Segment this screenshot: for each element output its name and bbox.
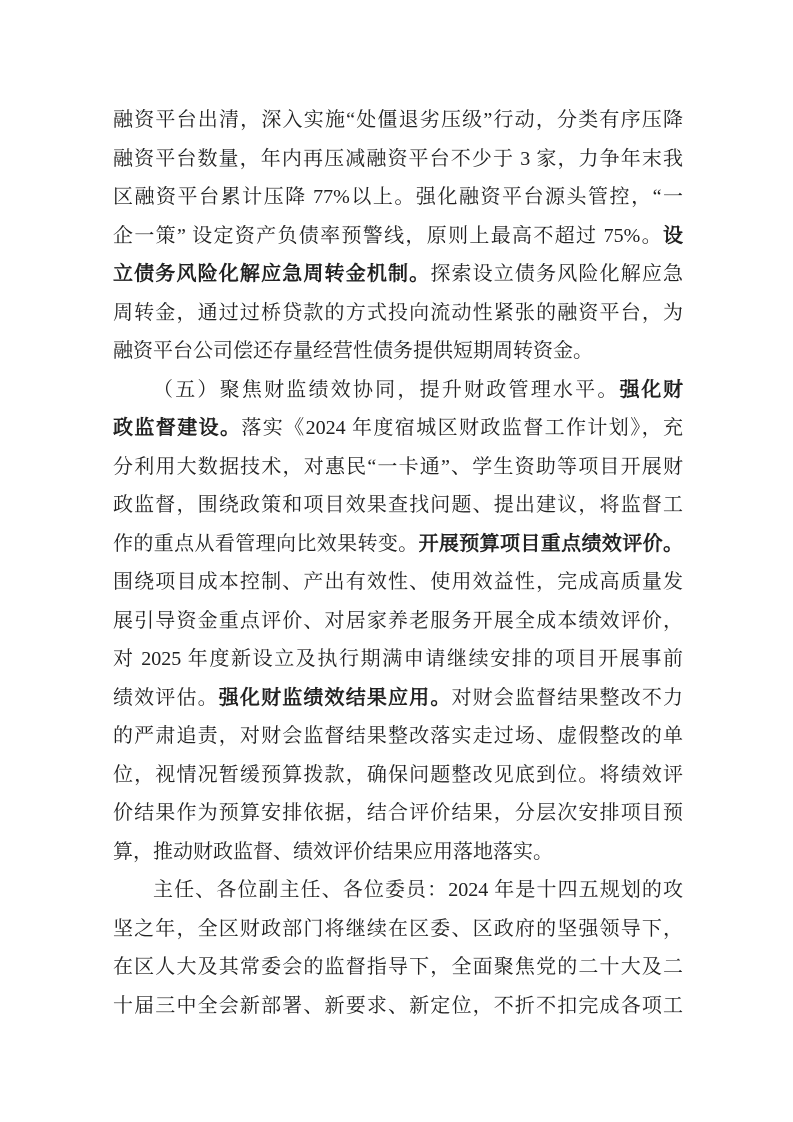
text-run: 价结果作为预算安排依据，结合评价结果，分层次安排项目预 [113,802,683,824]
text-run: 强化财 [619,378,683,401]
text-line [113,371,683,410]
text-run: 融资平台公司偿还存量经营性债务提供短期周转资金。 [113,340,593,362]
text-run: 绩效评估。 [113,686,219,709]
text-run: 区融资平台累计压降 77%以上。强化融资平台源头管控，“一 [113,186,683,208]
text-line [113,178,683,217]
text-run: 设 [663,224,683,247]
text-line [113,948,683,987]
text-run: 算，推动财政监督、绩效评价结果应用落地落实。 [113,840,553,863]
text-run: 位，视情况暂缓预算拨款，确保问题整改见底到位。将绩效评 [113,763,683,786]
text-line [113,486,683,525]
text-run: 融资平台出清，深入实施“处僵退劣压级”行动，分类有序压降 [113,109,683,131]
text-line [113,717,683,756]
text-line [113,756,683,795]
text-run: 在区人大及其常委会的监督指导下，全面聚焦党的二十大及二 [113,956,683,978]
text-run: 政监督建设。 [113,417,242,439]
text-line [113,217,683,256]
text-run: 周转金，通过过桥贷款的方式投向流动性紧张的融资平台，为 [113,301,683,324]
text-run: 开展预算项目重点绩效评价。 [418,532,683,555]
text-line [113,525,683,564]
text-run: 企一策” 设定资产负债率预警线，原则上最高不超过 75%。 [113,224,663,247]
text-line [113,602,683,641]
text-run: 对财会监督结果整改不力 [451,686,683,709]
text-line [113,563,683,602]
text-run: 的严肃追责，对财会监督结果整改落实走过场、虚假整改的单 [113,725,683,747]
text-run: 十届三中全会新部署、新要求、新定位，不折不扣完成各项工 [113,994,683,1017]
text-line [113,332,683,371]
text-run: 强化财监绩效结果应用。 [218,686,452,709]
document-text-block [113,101,683,1025]
text-run: 落实《2024 年度宿城区财政监督工作计划》，充 [241,417,683,439]
text-run: 探索设立债务风险化解应急 [430,263,683,285]
text-run: 围绕项目成本控制、产出有效性、使用效益性，完成高质量发 [113,571,683,593]
text-line [113,640,683,679]
text-line [113,140,683,179]
text-run: 融资平台数量，年内再压减融资平台不少于 3 家，力争年末我 [113,147,683,170]
text-run: 展引导资金重点评价、对居家养老服务开展全成本绩效评价， [113,609,683,632]
text-run: 坚之年，全区财政部门将继续在区委、区政府的坚强领导下， [113,917,683,940]
text-line [113,679,683,718]
text-line [113,409,683,448]
text-run: 立债务风险化解应急周转金机制。 [113,263,431,285]
text-run: 政监督，围绕政策和项目效果查找问题、提出建议，将监督工 [113,494,683,516]
text-line [113,987,683,1026]
text-line [113,833,683,872]
text-run: 对 2025 年度新设立及执行期满申请继续安排的项目开展事前 [113,648,683,670]
text-run: （五）聚焦财监绩效协同，提升财政管理水平。 [153,378,620,401]
text-run: 作的重点从看管理向比效果转变。 [113,532,419,555]
text-line [113,101,683,140]
text-run: 分利用大数据技术，对惠民“一卡通”、学生资助等项目开展财 [113,455,683,478]
text-line [113,910,683,949]
text-line [113,794,683,833]
text-line [113,294,683,333]
text-line [113,255,683,294]
text-line [113,448,683,487]
text-run: 主任、各位副主任、各位委员：2024 年是十四五规划的攻 [153,879,683,901]
text-line [113,871,683,910]
